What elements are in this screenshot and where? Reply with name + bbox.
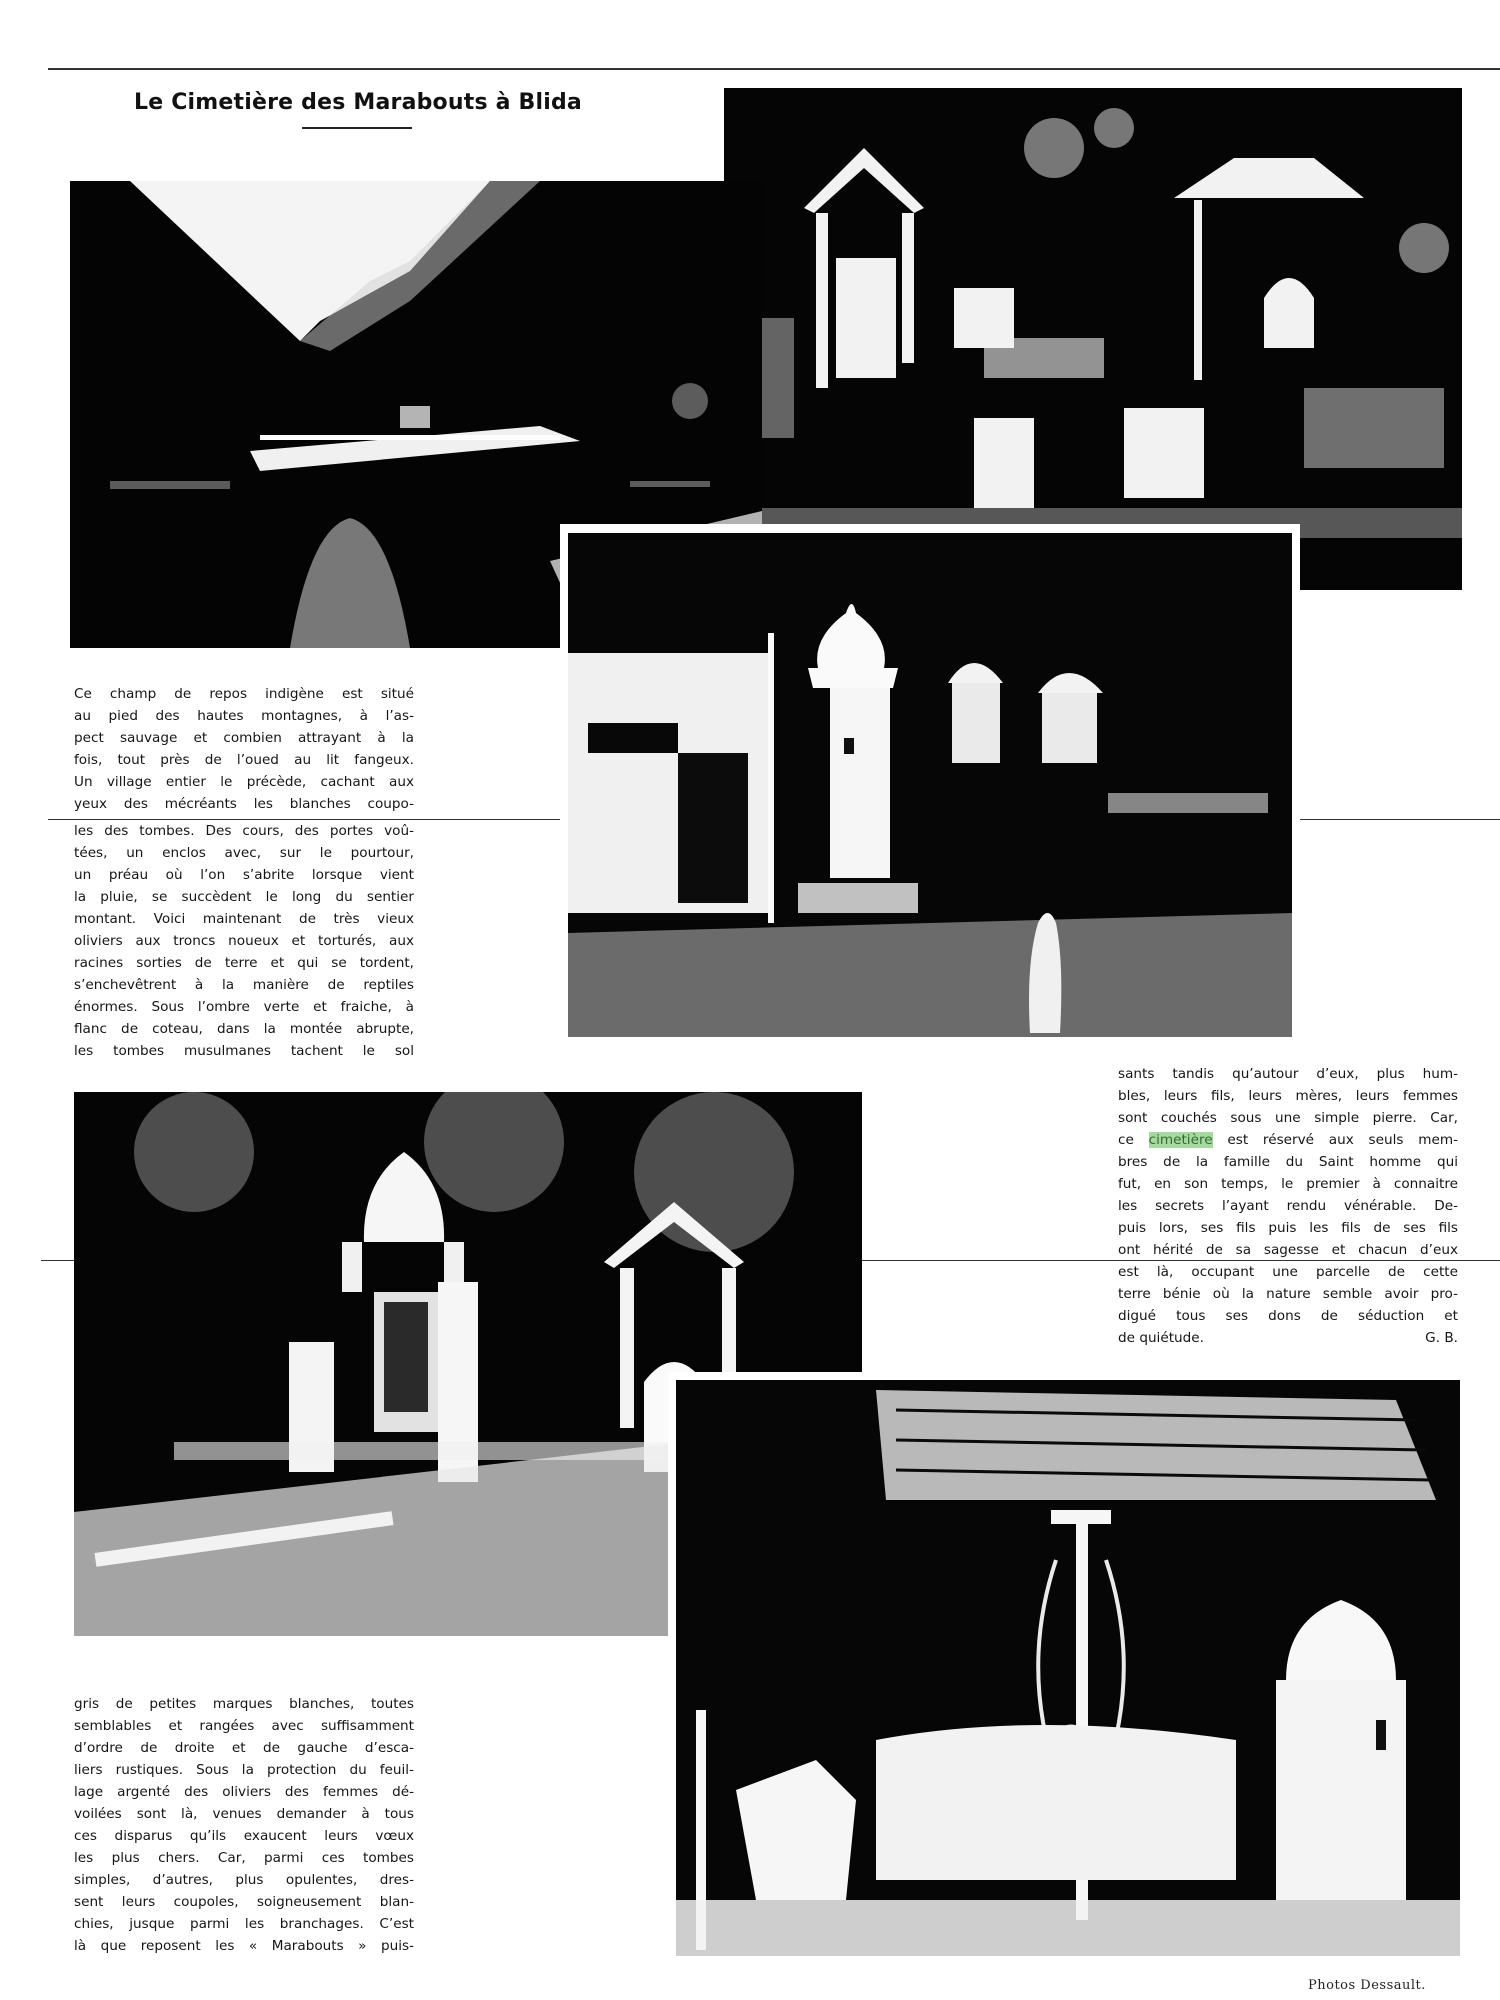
text-line: sants tandis qu’autour d’eux, plus hum- [1118,1066,1458,1082]
text-line: au pied des hautes montagnes, à l’as- [74,708,414,724]
text-line: voilées sont là, venues demander à tous [74,1806,414,1822]
text-line: lage argenté des oliviers des femmes dé- [74,1784,414,1800]
text-line: les secrets l’ayant rendu vénérable. De- [1118,1198,1458,1214]
article-title: Le Cimetière des Marabouts à Blida [134,90,582,115]
article-column-4 [1118,1063,1458,1349]
top-rule [48,68,1500,70]
text-line [1118,1129,1458,1151]
photo-credit: Photos Dessault. [1308,1978,1426,1993]
text-line: fois, tout près de l’oued au lit fangeux. [74,752,414,768]
text-line: s’enchevêtrent à la manière de reptiles [74,977,414,993]
author-signature: G. B. [1425,1330,1458,1346]
article-column-2 [74,820,414,1062]
photo-domed-tombs [568,533,1292,1037]
article-column-1 [74,683,414,815]
title-underline [302,127,412,129]
text-line: puis lors, ses fils puis les fils de ses fils [1118,1220,1458,1236]
text-line: Un village entier le précède, cachant aux [74,774,414,790]
text-line: chies, jusque parmi les branchages. C’est [74,1916,414,1932]
text-line: ces disparus qu’ils exaucent leurs vœux [74,1828,414,1844]
text-fragment: de quiétude. [1118,1330,1204,1346]
text-line: les plus chers. Car, parmi ces tombes [74,1850,414,1866]
text-line: montant. Voici maintenant de très vieux [74,911,414,927]
text-line: gris de petites marques blanches, toutes [74,1696,414,1712]
text-line: tées, un enclos avec, sur le pourtour, [74,845,414,861]
text-line: yeux des mécréants les blanches coupo- [74,796,414,812]
text-line: sont couchés sous une simple pierre. Car, [1118,1110,1458,1126]
text-line: racines sorties de terre et qui se tordent, [74,955,414,971]
text-line: énormes. Sous l’ombre verte et fraiche, à [74,999,414,1015]
text-line: digué tous ses dons de séduction et [1118,1308,1458,1324]
text-line [1118,1327,1458,1349]
article-column-3 [74,1693,414,1957]
text-line: fut, en son temps, le premier à connaitre [1118,1176,1458,1192]
text-line: ont hérité de sa sagesse et chacun d’eux [1118,1242,1458,1258]
text-line: la pluie, se succèdent le long du sentier [74,889,414,905]
text-line: liers rustiques. Sous la protection du feuil- [74,1762,414,1778]
photo-pavilion-detail [676,1380,1460,1956]
text-line: sent leurs coupoles, soigneusement blan- [74,1894,414,1910]
text-line: est là, occupant une parcelle de cette [1118,1264,1458,1280]
text-line: les tombes musulmanes tachent le sol [74,1043,414,1059]
text-line: simples, d’autres, plus opulentes, dres- [74,1872,414,1888]
search-highlight: cimetière [1148,1132,1213,1148]
text-line: semblables et rangées avec suffisamment [74,1718,414,1734]
text-fragment: est réservé aux seuls mem- [1227,1132,1459,1148]
text-line: un préau où l’on s’abrite lorsque vient [74,867,414,883]
text-line: bres de la famille du Saint homme qui [1118,1154,1458,1170]
text-line: pect sauvage et combien attrayant à la [74,730,414,746]
text-line: d’ordre de droite et de gauche d’esca- [74,1740,414,1756]
photo-cemetery-pavilions [724,88,1462,590]
text-line: là que reposent les « Marabouts » puis- [74,1938,414,1954]
text-line: Ce champ de repos indigène est situé [74,686,414,702]
text-fragment: ce [1118,1132,1134,1148]
text-line: terre bénie où la nature semble avoir pro- [1118,1286,1458,1302]
text-line: oliviers aux troncs noueux et torturés, aux [74,933,414,949]
text-line: flanc de coteau, dans la montée abrupte, [74,1021,414,1037]
text-line: bles, leurs fils, leurs mères, leurs femmes [1118,1088,1458,1104]
text-line: les des tombes. Des cours, des portes voû- [74,823,414,839]
